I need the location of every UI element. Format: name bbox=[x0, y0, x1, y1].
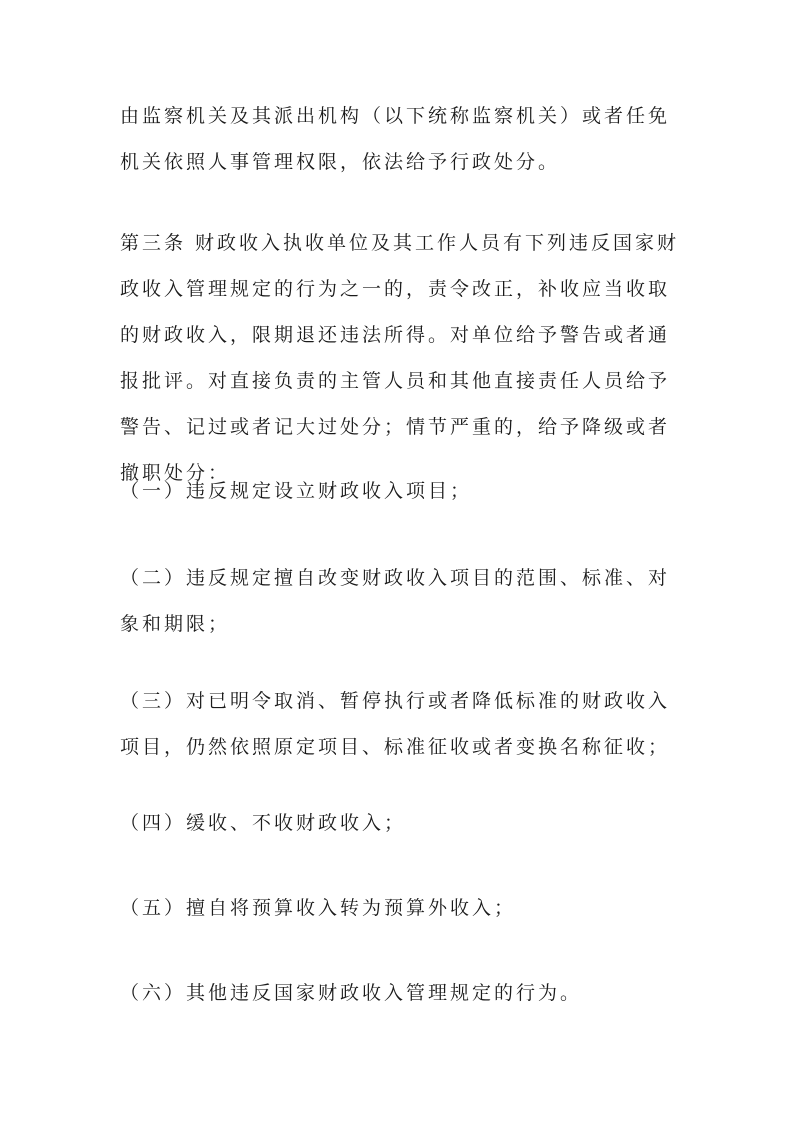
paragraph-article-3: 第三条 财政收入执收单位及其工作人员有下列违反国家财政收入管理规定的行为之一的，责令改正，补收应当收取的财政收入，限期退还违法所得。对单位给予警告或者通报批评。对直接负责的主管人员和其他直接责任人员给予警告、记过或者记大过处分；情节严重的，给予降级或者撤职处分： bbox=[120, 232, 680, 484]
paragraph-continuation: 由监察机关及其派出机构（以下统称监察机关）或者任免机关依照人事管理权限，依法给予行政处分。 bbox=[120, 105, 671, 173]
list-item-6: （六）其他违反国家财政收入管理规定的行为。 bbox=[120, 982, 583, 1004]
list-item-5: （五）擅自将预算收入转为预算外收入； bbox=[120, 897, 517, 919]
list-item-3: （三）对已明令取消、暂停执行或者降低标准的财政收入项目，仍然依照原定项目、标准征收或者变换名称征收； bbox=[120, 690, 671, 758]
list-item-1: （一）违反规定设立财政收入项目； bbox=[120, 480, 473, 502]
list-item-2: （二）违反规定擅自改变财政收入项目的范围、标准、对象和期限； bbox=[120, 567, 671, 635]
list-item-4: （四）缓收、不收财政收入； bbox=[120, 812, 407, 834]
